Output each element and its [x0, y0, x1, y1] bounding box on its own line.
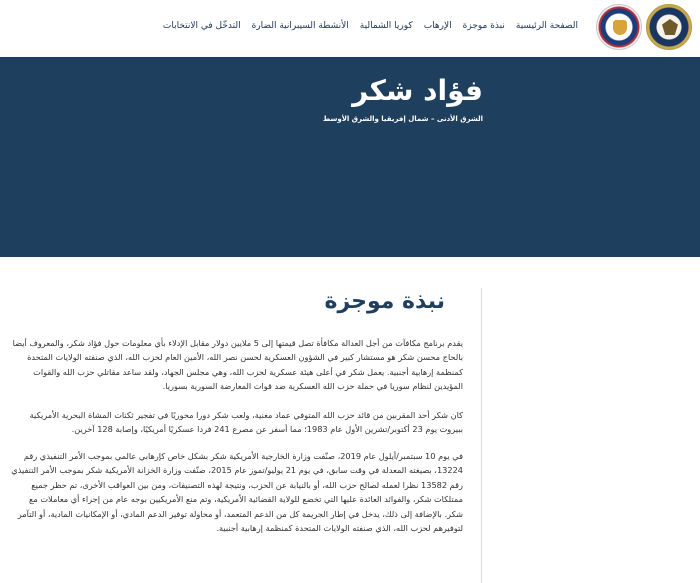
region-subtitle: الشرق الأدنى – شمال إفريقيا والشرق الأوسط — [322, 115, 483, 123]
site-header — [0, 0, 700, 57]
paragraph-2: كان شكر أحد المقربين من قائد حزب الله المتوفي عماد مغنية، ولعب شكر دورا محوريًا في تفجير ثكنات المشاة البحرية الأمريكية ببيروت يوم 23 أكتوبر/تشرين الأول عام 1983؛ مما أسفر عن مصرع 241 فردا عسكريًا أمريكيًا، وإصابة 128 آخرين. — [29, 410, 463, 435]
page-title: فؤاد شكر — [352, 74, 483, 107]
paragraph-3: في يوم 10 سبتمبر/أيلول عام 2019، صنّفت وزارة الخارجية الأمريكية شكر بشكل خاص كإرهابي عالمي بموجب الأمر التنفيذي رقم 13224، بصيغته المعدلة في وقت سابق، في يوم 21 يوليو/تموز عام 2015، صنّفت وزارة الخزانة الأمريكية شكر بموجب الأمر التنفيذي رقم 13582 نظرا لعمله لصالح حزب الله، أو بالنيابة عن الحزب، ونتيجة لهذه التصنيفات، ومن بين العواقب الأخرى، تم حظر جميع ممتلكات شكر، والفوائد العائدة عليها التي تخضع للولاية القضائية الأمريكية، وتم منع الأمريكيين بوجه عام من إجراء أي معاملات مع شكر. بالإضافة إلى ذلك، يدخل في إطار الجريمة كل من الدعم المتعمد، أو محاولة توفير الدعم المادي، أو الإمكانيات المادية، أو التآمر لتوفيرهم لحزب الله، الذي صنفته الولايات المتحدة كمنظمة إرهابية أجنبية. — [11, 451, 463, 534]
main-nav — [163, 21, 578, 31]
nav-cyber[interactable]: الأنشطة السيبرانية الضارة — [251, 21, 349, 31]
section-title: نبذة موجزة — [324, 289, 445, 314]
nav-overview[interactable]: نبذة موجزة — [462, 21, 505, 31]
column-divider — [481, 288, 482, 583]
nav-home[interactable]: الصفحة الرئيسية — [515, 21, 578, 31]
paragraph-1: يقدم برنامج مكافآت من أجل العدالة مكافأة تصل قيمتها إلى 5 ملايين دولار مقابل الإدلاء بأي معلومات حول فؤاد شكر، والمعروف أيضا بالحاج محسن شكر هو مستشار كبير في الشؤون العسكرية لحسن نصر الله، الأمين العام لحزب الله، الذي صنفته الولايات المتحدة كمنظمة إرهابية أجنبية. يعمل شكر في أعلى هيئة عسكرية لحزب الله، وهي مجلس الجهاد، ولقد ساعد مقاتلي حزب الله والقوات المؤيدين لنظام سوريا في حملة حزب الله العسكرية ضد قوات المعارضة السورية بسوريا. — [12, 338, 463, 392]
nav-north-korea[interactable]: كوريا الشمالية — [359, 21, 413, 31]
state-department-seal-icon[interactable] — [646, 4, 692, 50]
navy-seal-icon[interactable] — [596, 4, 642, 50]
hero-banner — [0, 57, 700, 257]
nav-terrorism[interactable]: الإرهاب — [423, 21, 452, 31]
logo-group[interactable] — [596, 4, 692, 50]
nav-elections[interactable]: التدخّل في الانتخابات — [162, 21, 241, 31]
